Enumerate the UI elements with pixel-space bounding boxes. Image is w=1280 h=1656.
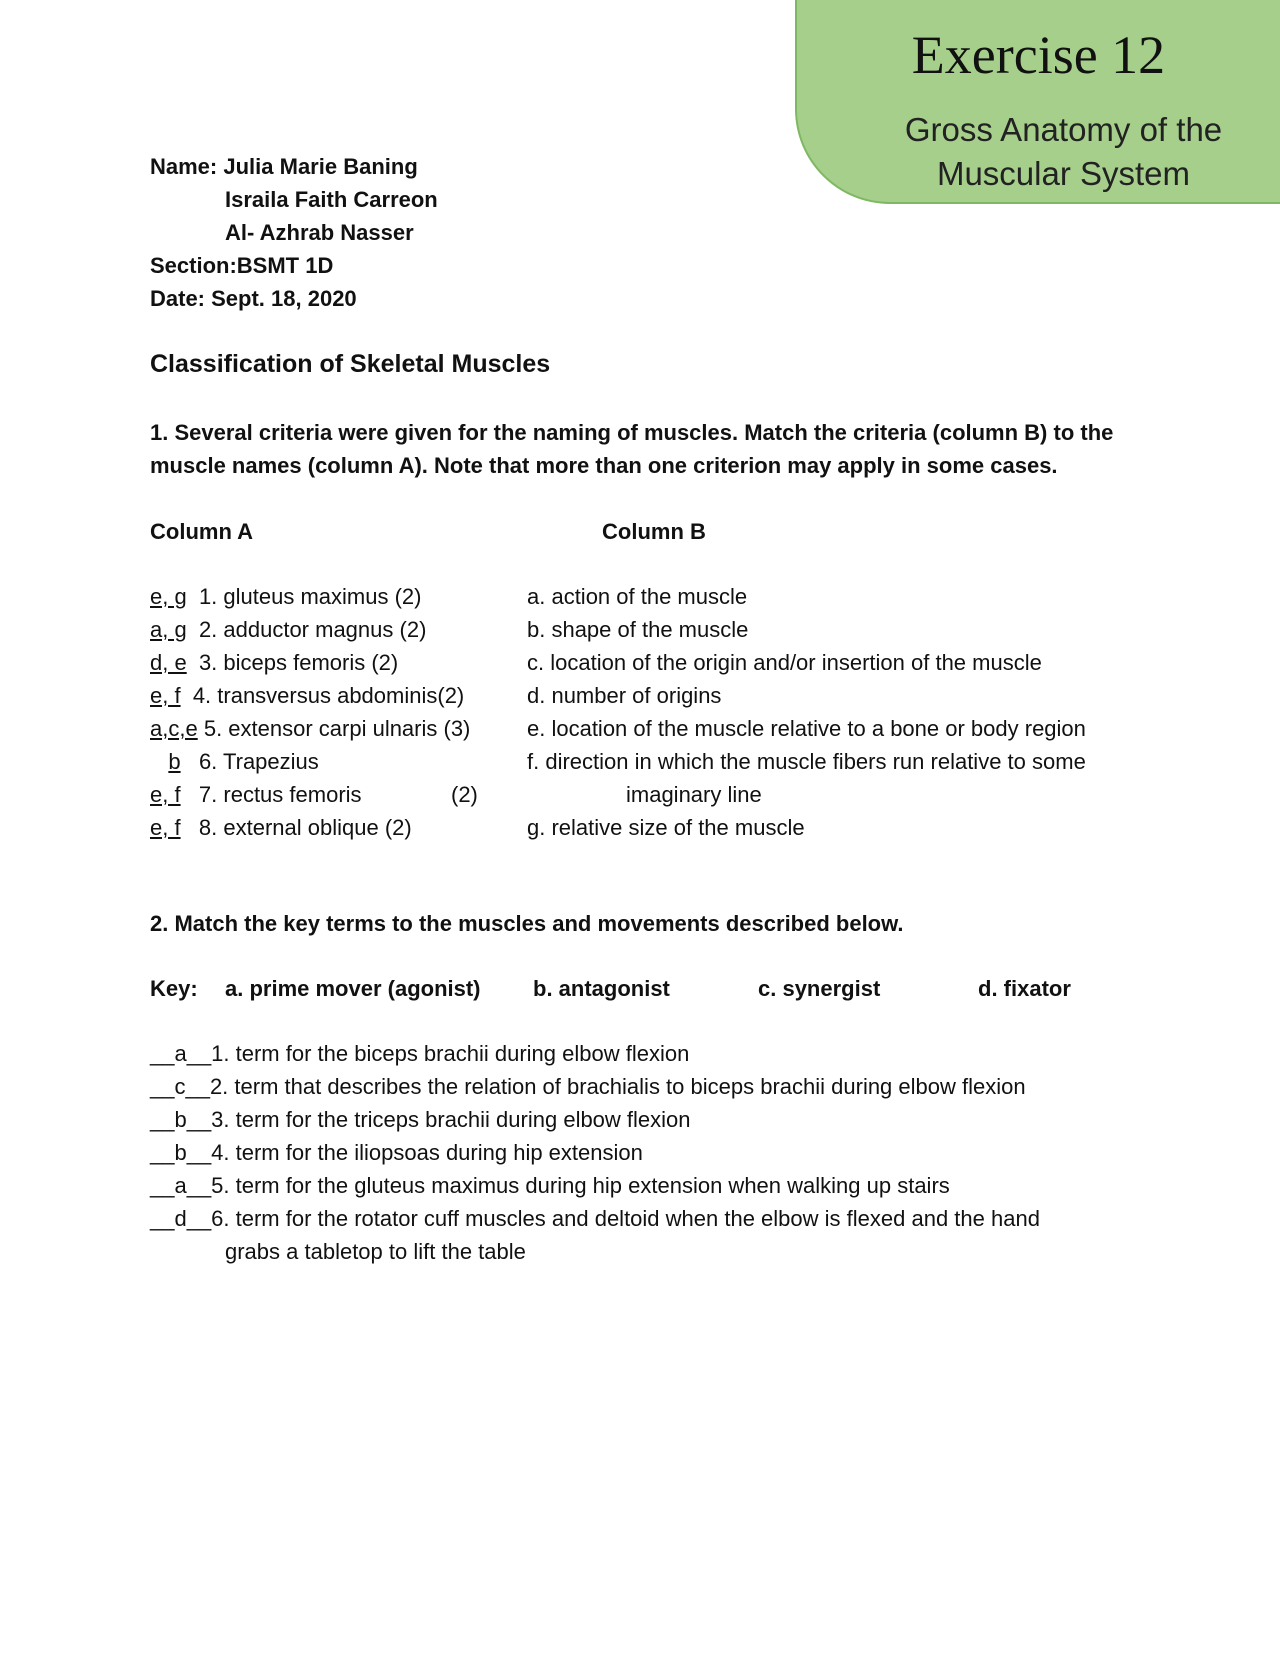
- student-info: [150, 150, 438, 315]
- column-a-item: [150, 679, 470, 712]
- student-name-2: Israila Faith Carreon: [225, 187, 438, 212]
- column-b-list: [527, 580, 1086, 844]
- muscle-name: 4. transversus abdominis(2): [192, 683, 465, 708]
- muscle-name: 5. extensor carpi ulnaris (3): [203, 716, 471, 741]
- answer: d, e: [150, 650, 187, 675]
- criterion-a: a. action of the muscle: [527, 584, 748, 609]
- column-a-item: [150, 580, 470, 613]
- q2-item-4: __b__4. term for the iliopsoas during hip extension: [150, 1140, 643, 1165]
- criterion-b: b. shape of the muscle: [527, 617, 749, 642]
- muscle-name: 2. adductor magnus (2): [198, 617, 427, 642]
- criterion-f-continuation: imaginary line: [626, 782, 762, 807]
- q1-instructions: [150, 416, 1113, 482]
- column-a-header: Column A: [150, 519, 254, 544]
- q1-line-2: muscle names (column A). Note that more than one criterion may apply in some cases.: [150, 453, 1058, 478]
- q2-title: 2. Match the key terms to the muscles and movements described below.: [150, 911, 904, 936]
- q2-item-6: __d__6. term for the rotator cuff muscles and deltoid when the elbow is flexed and the hand: [150, 1206, 1040, 1231]
- section-line: Section:BSMT 1D: [150, 253, 334, 278]
- student-name-3: Al- Azhrab Nasser: [225, 220, 414, 245]
- date-line: Date: Sept. 18, 2020: [150, 286, 357, 311]
- q2-item-3: __b__3. term for the triceps brachii during elbow flexion: [150, 1107, 691, 1132]
- answer: e, f: [150, 782, 181, 807]
- column-a-list: [150, 580, 478, 844]
- criterion-e: e. location of the muscle relative to a bone or body region: [527, 716, 1086, 741]
- muscle-name: 1. gluteus maximus (2): [198, 584, 422, 609]
- header-banner: [795, 0, 1280, 204]
- criterion-d: d. number of origins: [527, 683, 722, 708]
- q2-items: [150, 1037, 1040, 1268]
- answer: b: [168, 749, 181, 774]
- section-title: Classification of Skeletal Muscles: [150, 350, 551, 378]
- answer: e, f: [150, 683, 181, 708]
- exercise-title: Exercise 12: [911, 25, 1166, 85]
- key-synergist: c. synergist: [758, 976, 881, 1001]
- answer: a,c,e: [150, 716, 198, 741]
- muscle-name: 7. rectus femoris: [198, 782, 362, 807]
- column-a-item: [150, 811, 470, 844]
- criterion-g: g. relative size of the muscle: [527, 815, 805, 840]
- name-label: Name:: [150, 154, 218, 179]
- criteria-count: (2): [451, 782, 478, 807]
- column-a-item: [150, 745, 470, 778]
- answer: a, g: [150, 617, 187, 642]
- key-label: Key:: [150, 976, 198, 1001]
- column-a-item: [150, 613, 470, 646]
- answer: e, f: [150, 815, 181, 840]
- q2-item-6-continuation: grabs a tabletop to lift the table: [225, 1239, 526, 1264]
- q2-item-2: __c__2. term that describes the relation of brachialis to biceps brachii during elbow flexion: [150, 1074, 1026, 1099]
- column-a-item: [150, 712, 470, 745]
- q2-item-5: __a__5. term for the gluteus maximus during hip extension when walking up stairs: [150, 1173, 950, 1198]
- subtitle-line-1: Gross Anatomy of the: [904, 111, 1223, 148]
- key-antagonist: b. antagonist: [533, 976, 670, 1001]
- key-prime-mover: a. prime mover (agonist): [225, 976, 481, 1001]
- muscle-name: 3. biceps femoris (2): [198, 650, 399, 675]
- q2-item-1: __a__1. term for the biceps brachii during elbow flexion: [150, 1041, 690, 1066]
- muscle-name: 6. Trapezius: [198, 749, 319, 774]
- name-line: [150, 150, 438, 183]
- column-b-header: Column B: [602, 519, 706, 544]
- exercise-subtitle: [847, 108, 1280, 196]
- criterion-c: c. location of the origin and/or insertion of the muscle: [527, 650, 1042, 675]
- criterion-f: f. direction in which the muscle fibers run relative to some: [527, 749, 1086, 774]
- muscle-name: 8. external oblique (2): [198, 815, 412, 840]
- answer: e, g: [150, 584, 187, 609]
- subtitle-line-2: Muscular System: [936, 155, 1191, 192]
- q1-line-1: 1. Several criteria were given for the naming of muscles. Match the criteria (column B) to the: [150, 420, 1114, 445]
- column-a-item: [150, 646, 470, 679]
- student-name-1: Julia Marie Baning: [223, 154, 418, 179]
- key-fixator: d. fixator: [978, 976, 1071, 1001]
- column-a-item: [150, 778, 478, 811]
